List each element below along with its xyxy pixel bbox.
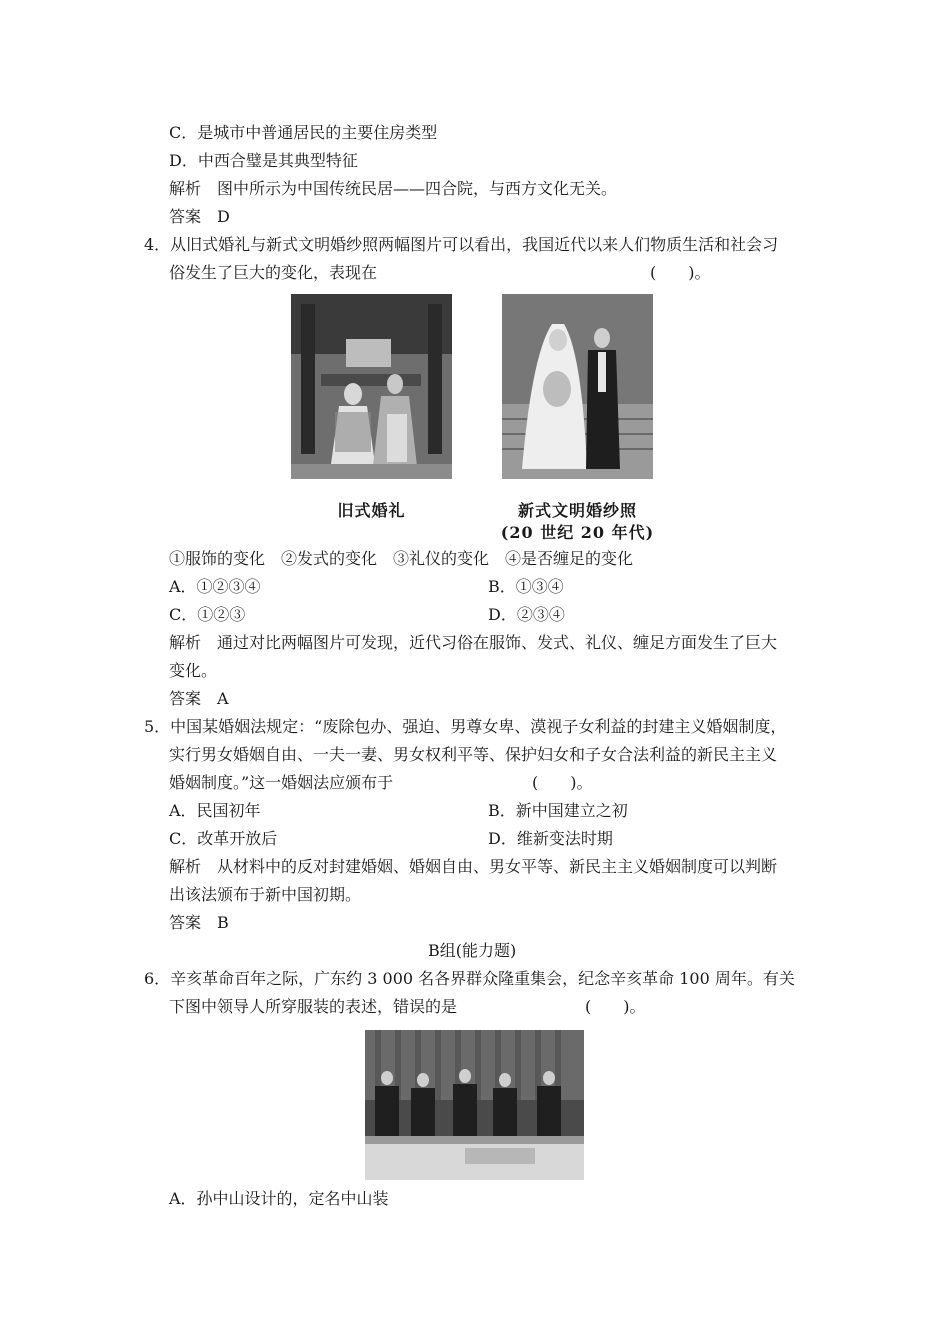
q5-answer-bracket: ( )。 [532,773,593,792]
q5-stem-line1: 5．中国某婚姻法规定：“废除包办、强迫、男尊女卑、漠视子女利益的封建主义婚姻制度， [144,717,787,736]
q5-option-a: A．民国初年 [169,801,261,820]
q6-stem-line1: 6．辛亥革命百年之际，广东约 3 000 名各界群众隆重集会，纪念辛亥革命 100 周年。有关 [144,969,795,988]
q3-option-c: C．是城市中普通居民的主要住房类型 [169,123,438,142]
old-style-wedding-photo [291,294,452,479]
q5-analysis-line2: 出该法颁布于新中国初期。 [169,885,362,904]
q4-items: ①服饰的变化 ②发式的变化 ③礼仪的变化 ④是否缠足的变化 [169,549,634,568]
q5-stem-line2: 实行男女婚姻自由、一夫一妻、男女权利平等、保护妇女和子女合法利益的新民主主义 [169,745,778,764]
q5-answer: 答案 B [169,913,229,932]
q4-option-c: C．①②③ [169,605,246,624]
q4-stem-line1: 4．从旧式婚礼与新式文明婚纱照两幅图片可以看出，我国近代以来人们物质生活和社会习 [144,235,779,254]
q4-answer-bracket: ( )。 [650,263,711,282]
q4-option-a: A．①②③④ [169,577,261,596]
caption-new-style-wedding-date: (20 世纪 20 年代) [500,523,655,542]
q6-answer-bracket: ( )。 [585,997,646,1016]
new-style-wedding-photo [502,294,653,479]
q3-answer: 答案 D [169,207,230,226]
q4-analysis-line2: 变化。 [169,661,218,680]
q5-stem-line3: 婚姻制度。”这一婚姻法应颁布于 [169,773,394,792]
q5-option-d: D．维新变法时期 [488,829,613,848]
q4-answer: 答案 A [169,689,229,708]
q3-option-d: D．中西合璧是其典型特征 [169,151,358,170]
q3-analysis: 解析 图中所示为中国传统民居——四合院，与西方文化无关。 [169,179,618,198]
q4-option-d: D．②③④ [488,605,565,624]
q5-option-c: C．改革开放后 [169,829,278,848]
commemoration-assembly-photo [365,1030,584,1180]
q6-option-a: A．孙中山设计的，定名中山装 [169,1189,389,1208]
q4-analysis-line1: 解析 通过对比两幅图片可发现，近代习俗在服饰、发式、礼仪、缠足方面发生了巨大 [169,633,778,652]
q4-option-b: B．①③④ [488,577,564,596]
q4-stem-line2: 俗发生了巨大的变化，表现在 [169,263,378,282]
q5-analysis-line1: 解析 从材料中的反对封建婚姻、婚姻自由、男女平等、新民主主义婚姻制度可以判断 [169,857,778,876]
caption-new-style-wedding: 新式文明婚纱照 [517,501,637,520]
q5-option-b: B．新中国建立之初 [488,801,628,820]
q6-stem-line2: 下图中领导人所穿服装的表述，错误的是 [169,997,458,1016]
section-b-heading: B组(能力题) [428,941,517,960]
caption-old-style-wedding: 旧式婚礼 [337,501,406,520]
